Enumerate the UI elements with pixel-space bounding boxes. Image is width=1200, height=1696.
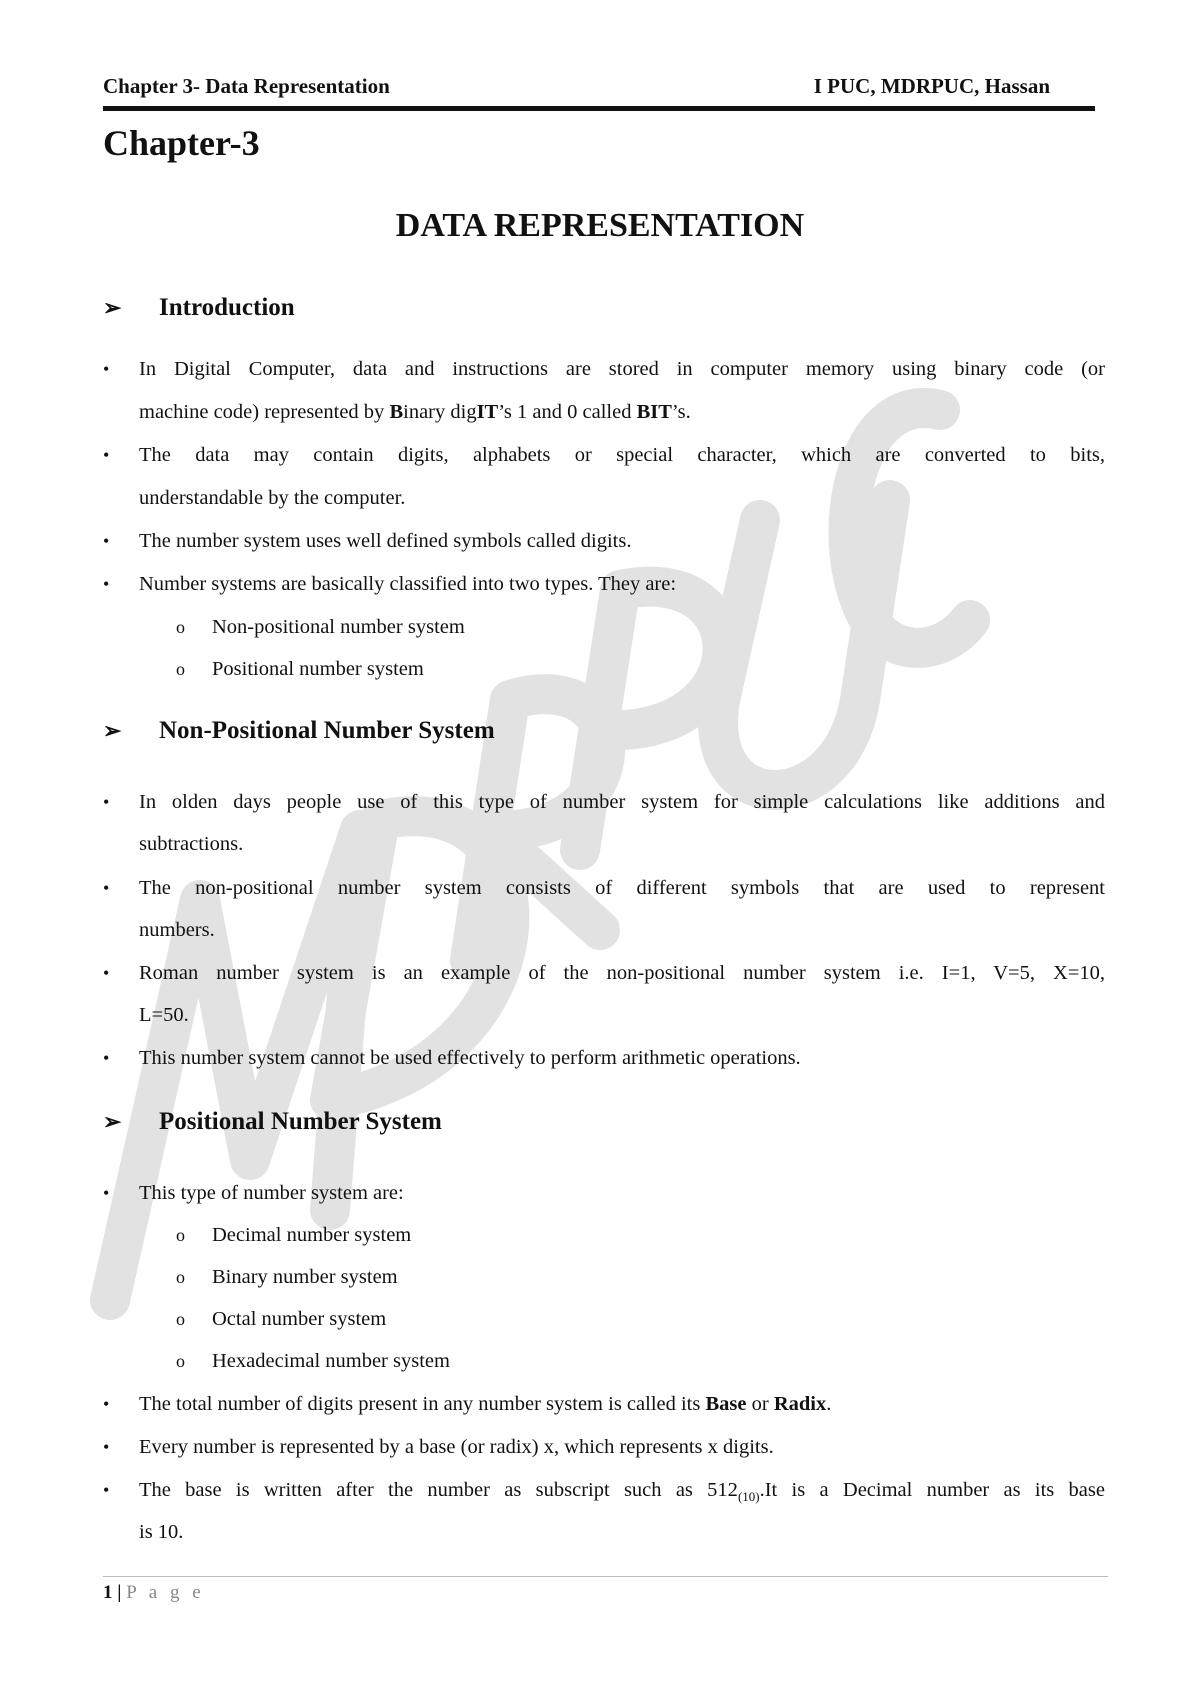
page-header bbox=[103, 72, 1095, 111]
arrow-bullet-icon: ➢ bbox=[103, 295, 122, 320]
section-heading-text: Non-Positional Number System bbox=[159, 717, 495, 744]
page-footer bbox=[103, 1582, 205, 1604]
sub-list-item-text: Positional number system bbox=[212, 658, 424, 680]
bullet-icon: • bbox=[103, 963, 110, 983]
sub-list-item-text: Decimal number system bbox=[212, 1224, 412, 1246]
chapter-title: Chapter-3 bbox=[103, 123, 260, 163]
list-item-text: Every number is represented by a base (or radix) x, which represents x digits. bbox=[139, 1436, 774, 1458]
list-item-text: machine code) represented by Binary digIT’s 1 and 0 called BIT’s. bbox=[139, 401, 691, 423]
list-item-text: understandable by the computer. bbox=[139, 487, 406, 509]
bullet-icon: • bbox=[103, 1480, 110, 1500]
document-title: DATA REPRESENTATION bbox=[395, 207, 805, 244]
section-heading-text: Introduction bbox=[159, 294, 295, 321]
list-item-text: The non-positional number system consists of different symbols that are used to represent bbox=[139, 877, 1105, 899]
section-heading-non-positional bbox=[103, 717, 495, 745]
circle-bullet-icon: o bbox=[176, 659, 185, 679]
page-label: P a g e bbox=[126, 1582, 205, 1603]
header-chapter-title: Chapter 3- Data Representation bbox=[103, 74, 390, 98]
list-item-text: In Digital Computer, data and instructions are stored in computer memory using binary code (or bbox=[139, 358, 1105, 380]
sub-list-item-text: Hexadecimal number system bbox=[212, 1350, 450, 1372]
footer-divider bbox=[103, 1576, 1108, 1577]
page-number: 1 bbox=[103, 1582, 113, 1603]
list-item-text: numbers. bbox=[139, 919, 215, 941]
radix-subscript: (10) bbox=[737, 1489, 760, 1505]
bullet-icon: • bbox=[103, 792, 110, 812]
list-item-text: This number system cannot be used effectively to perform arithmetic operations. bbox=[139, 1047, 801, 1069]
bullet-icon: • bbox=[103, 445, 110, 465]
list-item-text: The total number of digits present in any number system is called its Base or Radix. bbox=[139, 1393, 832, 1415]
bullet-icon: • bbox=[103, 1394, 110, 1414]
list-item-text: The base is written after the number as subscript such as $512_{(10)}.It$ is a Decimal number as its base bbox=[139, 1479, 1105, 1505]
list-item-text: L=50. bbox=[139, 1004, 189, 1026]
bullet-icon: • bbox=[103, 359, 110, 379]
circle-bullet-icon: o bbox=[176, 1267, 185, 1287]
sub-list-item-text: Octal number system bbox=[212, 1308, 387, 1330]
circle-bullet-icon: o bbox=[176, 617, 185, 637]
arrow-bullet-icon: ➢ bbox=[103, 1109, 122, 1134]
bullet-icon: • bbox=[103, 574, 110, 594]
list-item-text: This type of number system are: bbox=[139, 1182, 404, 1204]
bullet-icon: • bbox=[103, 878, 110, 898]
sub-list-item-text: Binary number system bbox=[212, 1266, 398, 1288]
circle-bullet-icon: o bbox=[176, 1309, 185, 1329]
bullet-icon: • bbox=[103, 531, 110, 551]
list-item-text: Number systems are basically classified into two types. They are: bbox=[139, 573, 677, 595]
sub-list-item-text: Non-positional number system bbox=[212, 616, 465, 638]
circle-bullet-icon: o bbox=[176, 1225, 185, 1245]
bullet-icon: • bbox=[103, 1437, 110, 1457]
list-item-text: is 10. bbox=[139, 1521, 184, 1543]
list-item-text: Roman number system is an example of the non-positional number system i.e. I=1, V=5, X=10, bbox=[139, 962, 1105, 984]
list-item-text: subtractions. bbox=[139, 833, 244, 855]
footer-separator: | bbox=[112, 1582, 127, 1603]
header-institution: I PUC, MDRPUC, Hassan bbox=[813, 74, 1050, 98]
section-heading-text: Positional Number System bbox=[159, 1108, 442, 1135]
list-item-text: The number system uses well defined symbols called digits. bbox=[139, 530, 632, 552]
bullet-icon: • bbox=[103, 1183, 110, 1203]
arrow-bullet-icon: ➢ bbox=[103, 718, 122, 743]
circle-bullet-icon: o bbox=[176, 1351, 185, 1371]
bullet-icon: • bbox=[103, 1048, 110, 1068]
list-item-text: In olden days people use of this type of number system for simple calculations like additions and bbox=[139, 791, 1105, 813]
section-heading-positional bbox=[103, 1108, 442, 1136]
list-item-text: The data may contain digits, alphabets or special character, which are converted to bits, bbox=[139, 444, 1105, 466]
section-heading-introduction bbox=[103, 294, 295, 322]
